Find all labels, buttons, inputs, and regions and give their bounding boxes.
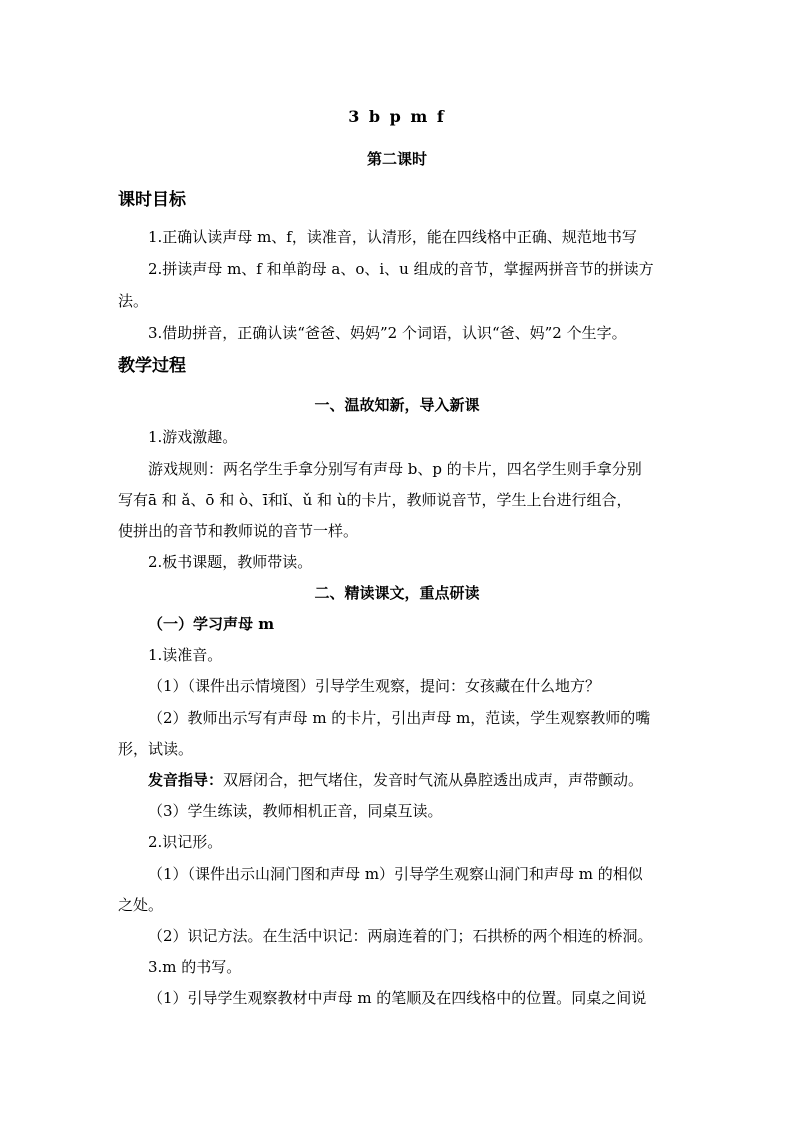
goal-line-2: 2.拼读声母 m、f 和单韵母 a、o、i、u 组成的音节，掌握两拼音节的拼读方 [148,260,654,278]
p2a-line-1: （1）（课件出示山洞门图和声母 m）引导学生观察山洞门和声母 m 的相似 [148,865,643,883]
lesson-title: 3 b p m f [348,107,446,126]
goals-heading: 课时目标 [118,190,186,210]
goal-line-3: 3.借助拼音，正确认读“爸爸、妈妈”2 个词语，认识“爸、妈”2 个生字。 [148,324,627,342]
p1a: （1）（课件出示情境图）引导学生观察，提问：女孩藏在什么地方？ [148,677,601,695]
s1-item-1: 1.游戏激趣。 [148,428,238,446]
tip-paragraph [148,770,718,790]
p1b-line-2: 形，试读。 [118,740,194,758]
section-1-heading: 一、温故知新，导入新课 [314,396,480,414]
p2a-line-2: 之处。 [118,896,164,914]
lesson-subtitle: 第二课时 [366,150,427,168]
s1-rule-line-3: 使拼出的音节和教师说的音节一样。 [118,522,359,540]
goal-line-2-cont: 法。 [118,292,149,310]
p2: 2.识记形。 [148,833,223,851]
s1-rule-line-2: 写有ā 和 ǎ、ō 和 ò、ī和ǐ、ǔ 和 ù的卡片，教师说音节，学生上台进行组合， [118,491,632,509]
p3a: （1）引导学生观察教材中声母 m 的笔顺及在四线格中的位置。同桌之间说 [148,989,647,1007]
sub-heading-1: （一）学习声母 m [148,615,275,633]
p2b: （2）识记方法。在生活中识记：两扇连着的门；石拱桥的两个相连的桥洞。 [148,927,653,945]
tip-label: 发音指导： [148,771,224,789]
p3: 3.m 的书写。 [148,958,242,976]
s1-item-2: 2.板书课题，教师带读。 [148,553,313,571]
tip-text: 双唇闭合，把气堵住，发音时气流从鼻腔透出成声，声带颤动。 [223,771,644,789]
goal-line-1: 1.正确认读声母 m、f，读准音，认清形，能在四线格中正确、规范地书写 [148,228,637,246]
section-2-heading: 二、精读课文，重点研读 [314,584,480,602]
process-heading: 教学过程 [118,356,186,376]
p1: 1.读准音。 [148,646,223,664]
s1-rule-line-1: 游戏规则：两名学生手拿分别写有声母 b、p 的卡片，四名学生则手拿分别 [148,460,642,478]
p1c: （3）学生练读，教师相机正音，同桌互读。 [148,802,443,820]
p1b-line-1: （2）教师出示写有声母 m 的卡片，引出声母 m，范读，学生观察教师的嘴 [148,709,651,727]
